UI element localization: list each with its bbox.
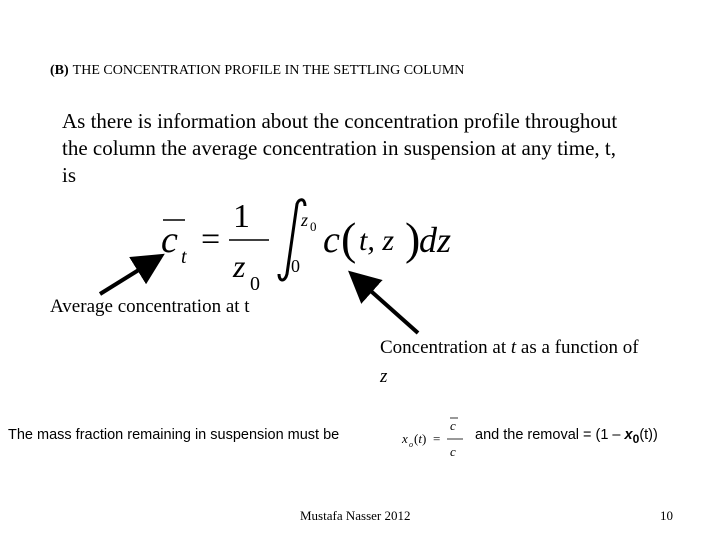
upper-limit-subscript: 0: [310, 219, 317, 234]
lhs-symbol: c: [161, 219, 178, 261]
mass-denominator: c: [450, 444, 456, 459]
equals-sign: =: [201, 221, 221, 258]
mass-x: x: [402, 431, 408, 446]
average-concentration-equation: [155, 190, 465, 300]
denominator-subscript: 0: [250, 273, 260, 295]
integrand-args: t, z: [359, 224, 395, 257]
mass-fraction-equation: [400, 413, 472, 465]
average-concentration-label: Average concentration at t: [50, 296, 250, 317]
section-heading: [50, 63, 464, 79]
mass-paren: (t): [414, 431, 427, 446]
mass-equals: =: [433, 431, 441, 446]
average-arrow: [100, 258, 158, 294]
left-paren: (: [341, 213, 357, 264]
concentration-function-label: Concentration at t as a function of z: [380, 337, 639, 387]
mass-fraction-text: The mass fraction remaining in suspension must be: [8, 427, 340, 443]
denominator-symbol: z: [233, 248, 246, 284]
footer-author: Mustafa Nasser 2012: [300, 508, 411, 523]
mass-x-sub: o: [409, 440, 413, 449]
lhs-subscript: t: [181, 246, 187, 268]
fraction-numerator: 1: [233, 198, 250, 235]
intro-paragraph: As there is information about the concentration profile throughout the column the average concentration in suspension at any time, t, is: [62, 109, 618, 187]
mass-numerator: c: [450, 418, 456, 433]
removal-text: and the removal = $(1 - x_0(t))$: [475, 427, 658, 446]
differential: dz: [419, 220, 452, 260]
section-label: (B): [50, 63, 69, 78]
right-paren: ): [405, 213, 421, 264]
page-number: 10: [660, 508, 673, 523]
section-title: THE CONCENTRATION PROFILE IN THE SETTLING COLUMN: [72, 63, 465, 78]
upper-limit-symbol: z: [301, 210, 309, 230]
lower-limit: 0: [291, 256, 300, 276]
integrand-symbol: c: [323, 219, 340, 261]
